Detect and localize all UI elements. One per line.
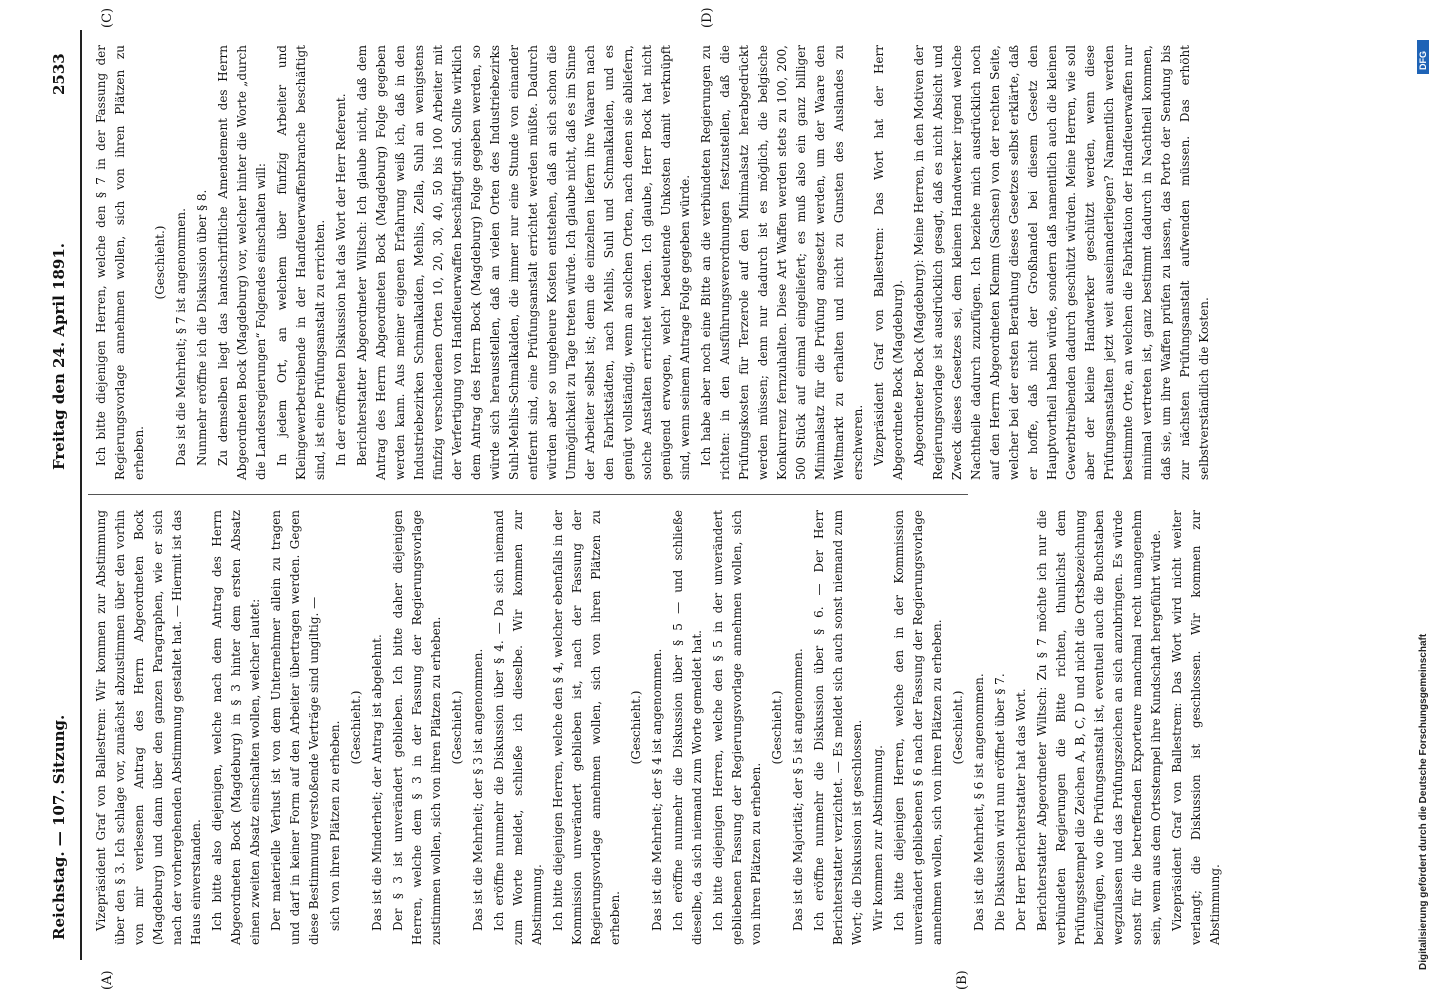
paragraph: Ich bitte also diejenigen, welche nach dem Antrag des Herrn Abgeordneten Bock (Magdeburg) in § 3 hinter dem ersten Absatz einen zweiten Absatz einschalten wollen, welcher lautet: (210, 510, 262, 945)
header-date: Freitag den 24. April 1891. (50, 243, 68, 470)
header-rule (80, 30, 82, 960)
paragraph: Das ist die Majorität; der § 5 ist angenommen. (791, 648, 805, 931)
paragraph: In jedem Ort, an welchem über fünfzig Arbeiter und Kleingewerbetreibende in der Handfeuerwaffenbranche beschäftigt sind, ist eine Prüfungsanstalt zu errichten. (275, 45, 327, 480)
margin-marker-a: (A) (100, 970, 115, 990)
dfg-logo-text: DFG (1418, 51, 1428, 70)
paragraph: Der § 3 ist unverändert geblieben. Ich bitte daher diejenigen Herren, welche dem § 3 in der Fassung der Regierungsvorlage zustimmen wollen, sich von ihren Plätzen zu erheben. (391, 510, 443, 945)
paragraph: (Geschieht.) (951, 690, 965, 765)
paragraph: (Geschieht.) (770, 690, 784, 765)
page-number: 2533 (50, 53, 68, 95)
paragraph: Nunmehr eröffne ich die Diskussion über § 8. (195, 189, 209, 466)
paragraph: Ich bitte diejenigen Herren, welche den § 4, welcher ebenfalls in der Kommission unverändert geblieben ist, nach der Fassung der Regierungsvorlage annehmen wollen, sich von ihren Plätzen zu erheben. (551, 510, 622, 945)
margin-marker-d: (D) (700, 7, 715, 28)
paragraph: (Geschieht.) (349, 690, 363, 765)
paragraph: sich von ihren Plätzen zu erheben. (328, 720, 342, 931)
paragraph: Ich bitte diejenigen Herren, welche den in der Kommission unverändert gebliebenen § 6 nach der Fassung der Regierungsvorlage annehmen wollen, sich von ihren Plätzen zu erheben. (892, 510, 944, 945)
paragraph: Wir kommen zur Abstimmung. (871, 745, 885, 931)
paragraph: Das ist die Mehrheit, § 6 ist angenommen. (972, 673, 986, 931)
right-column (92, 45, 1211, 480)
paragraph: Ich eröffne nunmehr die Diskussion über § 4. — Da sich niemand zum Worte meldet, schließe ich dieselbe. Wir kommen zur Abstimmung. (492, 510, 544, 945)
paragraph: Vizepräsident Graf von Ballestrem: Wir kommen zur Abstimmung über den § 3. Ich schlage vor, zunächst abzustimmen über den vorhin von mir verlesenen Antrag des Herrn Abgeordneten Bock (Magdeburg) und dann über den ganzen Paragraphen, wie er sich nach der vorhergehenden Abstimmung gestaltet hat. — Hiermit ist das Haus einverstanden. (94, 510, 203, 945)
paragraph: In der eröffneten Diskussion hat das Wort der Herr Referent. (334, 93, 348, 466)
dfg-credit (1412, 40, 1432, 1000)
paragraph: Vizepräsident Graf von Ballestrem: Das Wort wird nicht weiter verlangt; die Diskussion ist geschlossen. Wir kommen zur Abstimmung. (1170, 510, 1222, 945)
margin-marker-b: (B) (955, 970, 970, 990)
paragraph: (Geschieht.) (153, 225, 167, 300)
paragraph: Das ist die Mehrheit; § 7 ist angenommen. (174, 208, 188, 466)
paragraph: Das ist die Minderheit; der Antrag ist abgelehnt. (370, 634, 384, 931)
paragraph: Berichterstatter Abgeordneter Wiltsch: Ich glaube nicht, daß dem Antrag des Herrn Abgeordneten Bock (Magdeburg) Folge gegeben werden kann. Aus meiner eigenen Erfahrung weiß ich, daß in den Industriebezirken Schmalkalden, Mehlis, Zella, Suhl an wenigstens fünfzig verschiedenen Orten 10, 20, 30, 40, 50 bis 100 Arbeiter mit der Verfertigung von Handfeuerwaffen beschäftigt sind. Sollte wirklich dem Antrag des Herrn Bock (Magdeburg) Folge gegeben werden, so würde sich herausstellen, daß an vielen Orten des Industriebezirks Suhl-Mehlis-Schmalkalden, die immer nur eine Stunde von einander entfernt sind, eine Prüfungsanstalt errichtet werden müßte. Dadurch würden aber so ungeheure Kosten entstehen, daß an sich schon die Unmöglichkeit zu Tage treten würde. Ich glaube nicht, daß es im Sinne der Arbeiter selbst ist; denn die einzelnen liefern ihre Waaren nach den Fabrikstädten, nach Mehlis, Suhl und Schmalkalden, und es genügt vollständig, wenn an solchen Orten, nach denen sie abliefern, solche Anstalten errichtet werden. Ich glaube, Herr Bock hat nicht genügend erwogen, welch' bedeutende Unkosten damit verknüpft sind, wenn seinem Antrage Folge gegeben würde. (355, 45, 692, 480)
paragraph: Ich bitte diejenigen Herren, welche den § 7 in der Fassung der Regierungsvorlage annehmen wollen, sich von ihren Plätzen zu erheben. (94, 45, 146, 480)
paragraph: Berichterstatter Abgeordneter Wiltsch: Zu § 7 möchte ich nur die verbündeten Regierungen die Bitte richten, thunlichst dem Prüfungsstempel die Zeichen A, B, C, D und nicht die Ortsbezeichnung beizufügen, wo die Prüfungsanstalt ist, eventuell auch die Buchstaben wegzulassen und das Prüfungszeichen an sich anzubringen. Es würde sonst für die betreffenden Exporteure manchmal recht unangenehm sein, wenn aus dem Ortsstempel ihre Kundschaft hergeführt würde. (1035, 510, 1163, 945)
column-separator (88, 494, 968, 495)
header-left: Reichstag. — 107. Sitzung. (50, 714, 68, 940)
paragraph: Abgeordneter Bock (Magdeburg): Meine Herren, in den Motiven der Regierungsvorlage ist ausdrücklich gesagt, daß es nicht Absicht und Zweck dieses Gesetzes sei, dem kleinen Handwerker irgend welche Nachtheile dadurch zuzufügen. Ich beziehe mich ausdrücklich noch auf den Herrn Abgeordneten Klemm (Sachsen) von der rechten Seite, welcher bei der ersten Berathung dieses Gesetzes selbst erklärte, daß er hoffe, daß nicht der Großhandel bei diesem Gesetz den Hauptvortheil haben würde, sondern daß namentlich auch die kleinen Gewerbtreibenden dadurch geschützt würden. Meine Herren, wie soll aber der kleine Handwerker geschützt werden, wenn diese Prüfungsanstalten jetzt weit auseinanderliegen? Namentlich werden bestimmte Orte, an welchen die Fabrikation der Handfeuerwaffen nur minimal vertreten ist, ganz bestimmt dadurch in Nachtheil kommen, daß sie, um ihre Waffen prüfen zu lassen, das Porto der Sendung bis zur nächsten Prüfungsanstalt aufwenden müssen. Das erhöht selbstverständlich die Kosten. (912, 45, 1211, 480)
paragraph: Die Diskussion wird nun eröffnet über § 7. (993, 673, 1007, 931)
paragraph: Zu demselben liegt das handschriftliche Amendement des Herrn Abgeordneten Bock (Magdeburg) vor, welcher hinter die Worte „durch die Landesregierungen“ Folgendes einschalten will: (216, 45, 268, 480)
paragraph: Ich bitte diejenigen Herren, welche den § 5 in der unverändert gebliebenen Fassung der Regierungsvorlage annehmen wollen, sich von ihren Plätzen zu erheben. (711, 510, 763, 945)
paragraph: (Geschieht.) (629, 690, 643, 765)
dfg-credit-text: Digitalisierung gefördert durch die Deutsche Forschungsgemeinschaft (1418, 633, 1429, 970)
paragraph: Das ist die Mehrheit; der § 3 ist angenommen. (471, 648, 485, 931)
paragraph: (Geschieht.) (450, 690, 464, 765)
left-column (92, 510, 1222, 945)
paragraph: Ich eröffne nunmehr die Diskussion über § 5 — und schließe dieselbe, da sich niemand zum Worte gemeldet hat. (671, 510, 704, 945)
paragraph: Das ist die Mehrheit; der § 4 ist angenommen. (650, 648, 664, 931)
paragraph: Ich eröffne nunmehr die Diskussion über § 6. — Der Herr Berichterstatter verzichtet. — Es meldet sich auch sonst niemand zum Wort; die Diskussion ist geschlossen. (812, 510, 864, 945)
paragraph: Der Herr Berichterstatter hat das Wort. (1014, 688, 1028, 931)
paragraph: Ich habe aber noch eine Bitte an die verbündeten Regierungen zu richten: in den Ausführungsverordnungen festzustellen, daß die Prüfungskosten für Terzerole auf den Minimalsatz herabgedrückt werden müssen; denn nur dadurch ist es möglich, die belgische Konkurrenz fernzuhalten. Diese Art Waffen werden stets zu 100, 200, 500 Stück auf einmal eingeliefert; es muß also ein ganz billiger Minimalsatz für die Prüfung angesetzt werden, um der Waare den Weltmarkt zu erhalten und nicht zu Gunsten des Auslandes zu erschweren. (699, 45, 865, 480)
margin-marker-c: (C) (100, 7, 115, 28)
paragraph: Vizepräsident Graf von Ballestrem: Das Wort hat der Herr Abgeordnete Bock (Magdeburg). (872, 45, 905, 480)
paragraph: Der materielle Verlust ist von dem Unternehmer allein zu tragen und darf in keiner Form auf den Arbeiter übertragen werden. Gegen diese Bestimmung verstoßende Verträge sind ungiltig. — (269, 510, 321, 945)
